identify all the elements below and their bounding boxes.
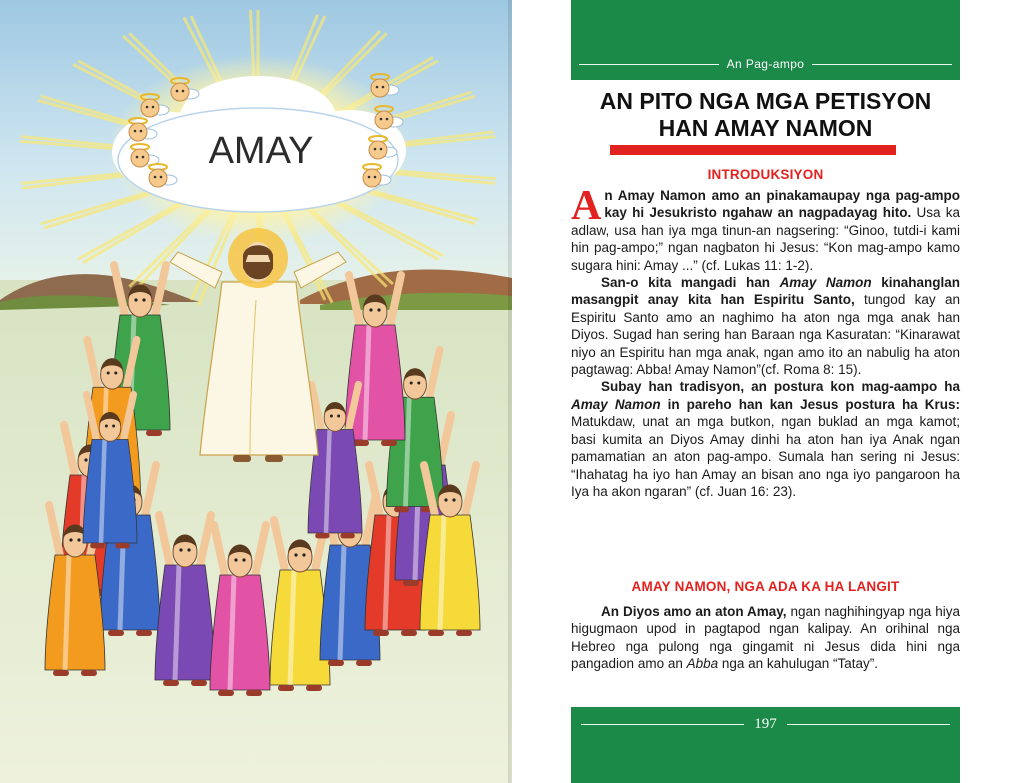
folio-row	[571, 714, 960, 734]
paragraph-2-text: tungod kay an Espiritu Santo amo an naghimo ha aton nga mga anak han Diyos. Sugad han sering han Baraan nga Kasuratan: “Kinarawat niyo an Espiritu han mga anak, ngan amo ito an nabulig ha aton pagtawag: Abba! Amay Namon”(cf. Roma 8: 15).	[571, 292, 960, 378]
folio-rule-left	[581, 724, 744, 725]
paragraph-2	[571, 274, 960, 378]
running-head-rule-right	[812, 64, 952, 65]
footer-band	[571, 707, 960, 783]
disciple-figure	[155, 515, 215, 686]
intro-text-block	[571, 183, 960, 500]
folio-rule-right	[787, 724, 950, 725]
title-underline-bar	[610, 145, 896, 155]
amay-text-block	[571, 603, 960, 673]
page-number: 197	[754, 715, 777, 732]
running-head-text: An Pag-ampo	[726, 57, 805, 71]
header-band	[571, 0, 960, 80]
paragraph-4-italic: Abba	[686, 656, 719, 672]
illustration-caption: AMAY	[208, 130, 314, 172]
drop-cap: A	[571, 183, 602, 229]
paragraph-3-bold-b: in pareho han kan Jesus postura ha Krus:	[660, 396, 960, 412]
section-heading-amay-namon: AMAY NAMON, NGA ADA KA HA LANGIT	[631, 579, 900, 594]
disciple-figure	[83, 395, 137, 549]
paragraph-3-bold-a: Subay han tradisyon, an postura kon mag-aampo ha	[601, 379, 960, 395]
paragraph-3	[571, 378, 960, 500]
section-heading-intro: INTRODUKSIYON	[707, 167, 824, 182]
paragraph-3-text: Matukdaw, unat an mga butkon, ngan buklad an mga kamot; basi kumita an Diyos Amay dinhi ha aton han iya Anak ngan pamamatian an aton pag-ampo. Sumala han sering ni Jesus: “Ihahatag ha iyo han Amay an bisan ano nga iyo pangaroon ha Iya ha akon ngaran” (cf. Juan 16: 23).	[571, 414, 960, 499]
disciple-figure	[270, 520, 330, 691]
paragraph-1-bold: n Amay Namon amo an pinakamaupay nga pag-ampo kay hi Jesukristo ngahaw an nagpadayag hito.	[604, 188, 960, 221]
paragraph-4	[571, 603, 960, 673]
paragraph-2-bold-a: San-o kita mangadi han	[601, 275, 780, 291]
disciple-figure	[308, 385, 362, 539]
running-head-rule-left	[579, 64, 719, 65]
paragraph-2-bold-b: kinahanglan masangpit anay kita han Espiritu Santo,	[571, 275, 960, 308]
paragraph-4-text-b: nga an kahulugan “Tatay”.	[718, 656, 878, 672]
running-head	[571, 56, 960, 72]
text-page	[512, 0, 1024, 783]
disciple-figure	[210, 525, 270, 696]
chapter-title	[571, 88, 960, 142]
paragraph-1-text: Usa ka adlaw, usa han iya mga tinun-an nagsering: “Ginoo, tutdi-i kami hin pag-ampo;” ngan nagbaton hi Jesus: “Kon mag-ampo kamo sugara hini: Amay ...” (cf. Lukas 11: 1-2).	[571, 205, 960, 273]
paragraph-4-bold: An Diyos amo an aton Amay,	[601, 604, 787, 619]
disciple-figure	[420, 465, 480, 636]
chapter-title-line-1: AN PITO NGA MGA PETISYON	[599, 88, 932, 114]
paragraph-1	[571, 183, 960, 274]
paragraph-4-text-a: ngan naghihingyap nga hiya higugmaon upod in pagtapod ngan kalipay. An orihinal nga Hebreo nga pulong nga gingamit ni Jesus dida hini nga pangadion amo an	[571, 604, 960, 672]
chapter-title-line-2: HAN AMAY NAMON	[658, 115, 873, 141]
paragraph-3-bold-italic: Amay Namon	[571, 396, 661, 412]
paragraph-2-bold-italic: Amay Namon	[779, 275, 872, 291]
